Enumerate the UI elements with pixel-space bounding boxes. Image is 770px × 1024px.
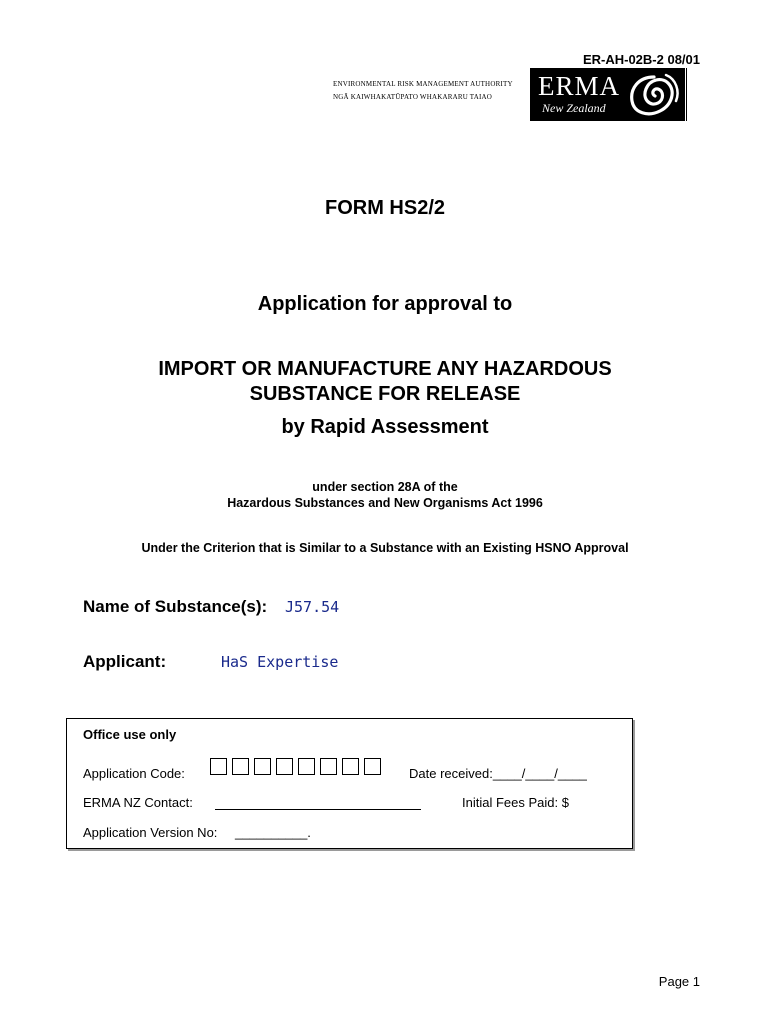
- version-label: Application Version No:: [83, 825, 218, 840]
- logo-subtext: New Zealand: [542, 101, 606, 115]
- page-number: Page 1: [658, 974, 700, 989]
- applicant-label: Applicant:: [83, 652, 167, 671]
- authority-name-maori: NGĀ KAIWHAKATŪPATO WHAKARARU TAIAO: [333, 93, 493, 101]
- contact-label: ERMA NZ Contact:: [83, 795, 193, 810]
- substance-label: Name of Substance(s):: [83, 597, 268, 616]
- contact-underline: [215, 809, 421, 810]
- koru-icon: [626, 71, 682, 119]
- code-box: [320, 758, 337, 775]
- substance-value: J57.54: [285, 598, 340, 616]
- main-title-line3: by Rapid Assessment: [281, 416, 489, 438]
- code-box: [232, 758, 249, 775]
- logo-divider: [686, 68, 687, 121]
- applicant-value: HaS Expertise: [221, 653, 339, 671]
- fees-label: Initial Fees Paid: $: [462, 795, 569, 810]
- document-reference: ER-AH-02B-2 08/01: [582, 52, 700, 67]
- application-code-boxes: [210, 758, 386, 780]
- act-name: Hazardous Substances and New Organisms Act 1996: [227, 496, 543, 510]
- code-box: [298, 758, 315, 775]
- form-subtitle: Application for approval to: [257, 293, 513, 315]
- main-title-line1: IMPORT OR MANUFACTURE ANY HAZARDOUS: [158, 358, 612, 380]
- code-box: [254, 758, 271, 775]
- logo-text: ERMA: [538, 71, 621, 101]
- code-box: [276, 758, 293, 775]
- office-use-heading: Office use only: [83, 727, 177, 742]
- section-reference: under section 28A of the: [312, 480, 458, 494]
- authority-name-english: ENVIRONMENTAL RISK MANAGEMENT AUTHORITY: [333, 80, 513, 88]
- version-value: __________.: [235, 825, 311, 840]
- criterion-text: Under the Criterion that is Similar to a Substance with an Existing HSNO Approval: [141, 541, 629, 555]
- main-title-line2: SUBSTANCE FOR RELEASE: [249, 383, 521, 405]
- erma-logo: [530, 68, 685, 121]
- application-code-label: Application Code:: [83, 766, 185, 781]
- date-received: Date received:____/____/____: [409, 766, 587, 781]
- code-box: [210, 758, 227, 775]
- code-box: [364, 758, 381, 775]
- form-title: FORM HS2/2: [324, 197, 446, 219]
- code-box: [342, 758, 359, 775]
- office-use-box: [66, 718, 633, 849]
